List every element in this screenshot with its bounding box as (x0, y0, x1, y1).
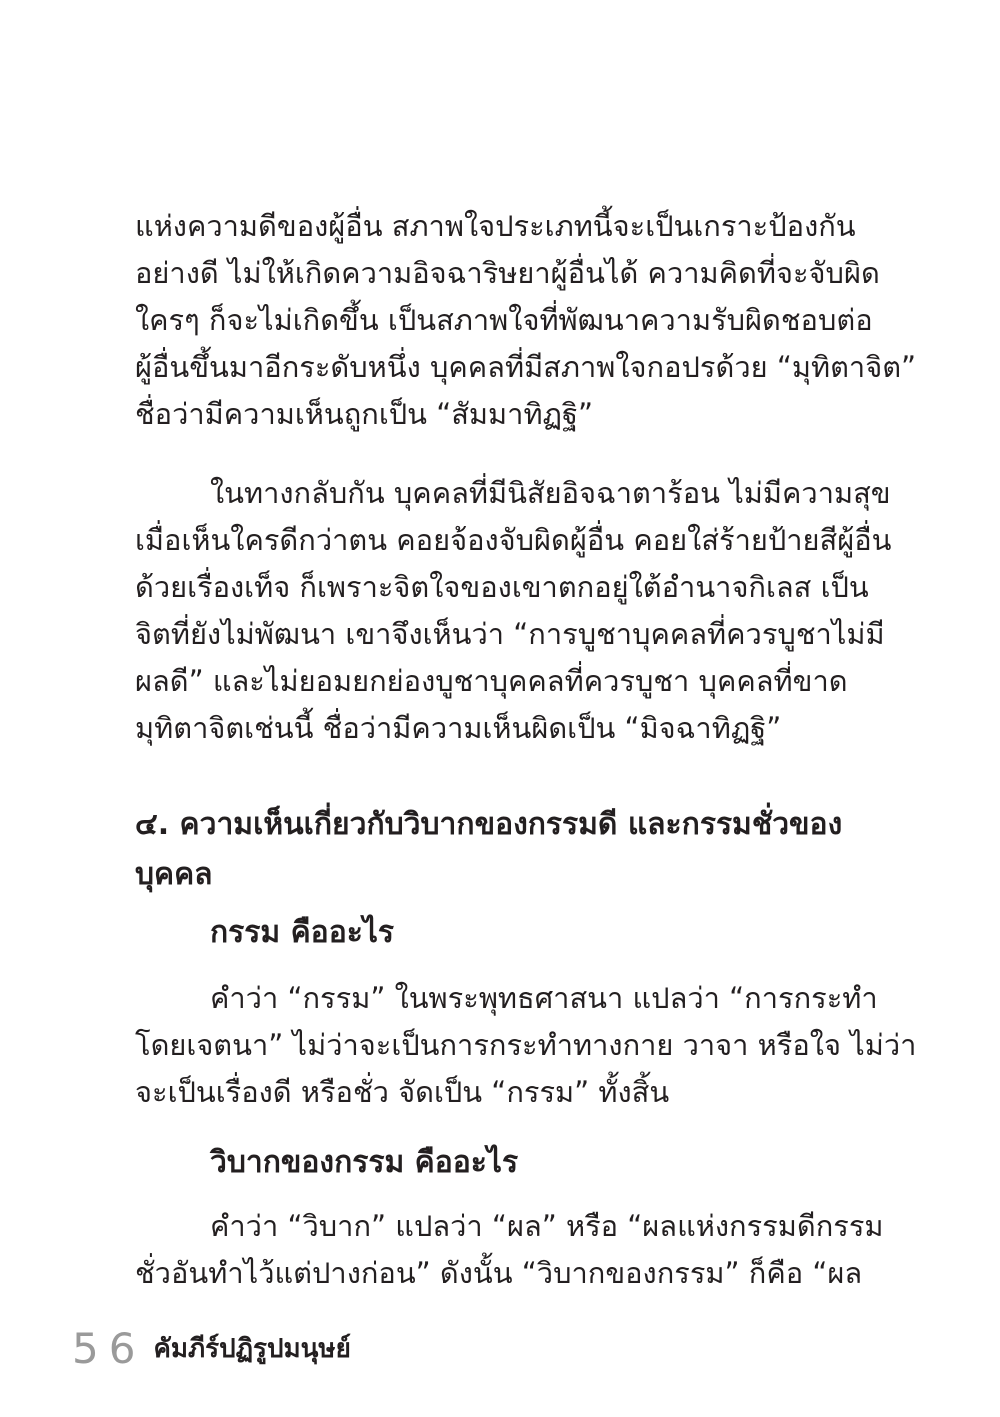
paragraph-line: จะเป็นเรื่องดี หรือชั่ว จัดเป็น “กรรม” ทั้งสิ้น (135, 1075, 670, 1109)
page-number: 56 (72, 1323, 146, 1373)
paragraph-line: อย่างดี ไม่ให้เกิดความอิจฉาริษยาผู้อื่นได้ ความคิดที่จะจับผิด (135, 256, 880, 290)
section-heading-line: ๔. ความเห็นเกี่ยวกับวิบากของกรรมดี และกรรมชั่วของ (135, 807, 843, 842)
subheading-text: กรรม คืออะไร (210, 915, 395, 950)
subheading-what-is-vipaka (135, 1138, 830, 1188)
page-footer (72, 1318, 351, 1378)
paragraph-line: มุทิตาจิตเช่นนี้ ชื่อว่ามีความเห็นผิดเป็น “มิจฉาทิฏฐิ” (135, 711, 782, 745)
paragraph-line: ผู้อื่นขึ้นมาอีกระดับหนึ่ง บุคคลที่มีสภาพใจกอปรด้วย “มุทิตาจิต” (135, 350, 917, 384)
paragraph-line: คำว่า “วิบาก” แปลว่า “ผล” หรือ “ผลแห่งกรรมดีกรรม (210, 1209, 884, 1243)
paragraph-line: ในทางกลับกัน บุคคลที่มีนิสัยอิจฉาตาร้อน ไม่มีความสุข (210, 476, 891, 510)
paragraph-line: จิตที่ยังไม่พัฒนา เขาจึงเห็นว่า “การบูชาบุคคลที่ควรบูชาไม่มี (135, 617, 885, 651)
section-heading-line: บุคคล (135, 857, 213, 892)
paragraph-line: คำว่า “กรรม” ในพระพุทธศาสนา แปลว่า “การกระทำ (210, 981, 878, 1015)
paragraph-line: เมื่อเห็นใครดีกว่าตน คอยจ้องจับผิดผู้อื่น คอยใส่ร้ายป้ายสีผู้อื่น (135, 523, 892, 557)
paragraph-1 (135, 203, 917, 438)
section-heading (135, 800, 843, 900)
paragraph-line: ผลดี” และไม่ยอมยกย่องบูชาบุคคลที่ควรบูชา บุคคลที่ขาด (135, 664, 848, 698)
paragraph-line: โดยเจตนา” ไม่ว่าจะเป็นการกระทำทางกาย วาจา หรือใจ ไม่ว่า (135, 1028, 917, 1062)
paragraph-line: ชื่อว่ามีความเห็นถูกเป็น “สัมมาทิฏฐิ” (135, 397, 594, 431)
paragraph-line: แห่งความดีของผู้อื่น สภาพใจประเภทนี้จะเป็นเกราะป้องกัน (135, 209, 856, 243)
subheading-text: วิบากของกรรม คืออะไร (210, 1145, 519, 1180)
book-title: คัมภีร์ปฏิรูปมนุษย์ (153, 1333, 351, 1364)
paragraph-3 (135, 975, 917, 1116)
paragraph-2 (135, 470, 892, 752)
paragraph-4 (135, 1203, 884, 1297)
paragraph-line: ใครๆ ก็จะไม่เกิดขึ้น เป็นสภาพใจที่พัฒนาความรับผิดชอบต่อ (135, 303, 873, 337)
paragraph-line: ด้วยเรื่องเท็จ ก็เพราะจิตใจของเขาตกอยู่ใต้อำนาจกิเลส เป็น (135, 570, 869, 604)
paragraph-line: ชั่วอันทำไว้แต่ปางก่อน” ดังนั้น “วิบากของกรรม” ก็คือ “ผล (135, 1256, 863, 1290)
subheading-what-is-karma (135, 908, 830, 958)
